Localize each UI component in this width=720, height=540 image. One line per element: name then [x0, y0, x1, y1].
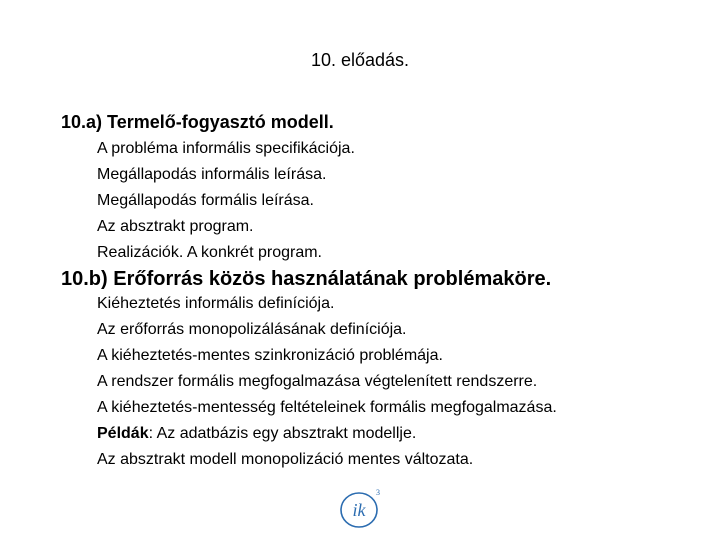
section-b-heading: 10.b) Erőforrás közös használatának problémaköre.	[61, 268, 552, 290]
list-item: A rendszer formális megfogalmazása végtelenített rendszerre.	[97, 373, 538, 390]
list-item: Megállapodás formális leírása.	[97, 192, 314, 209]
section-b-list	[97, 291, 557, 473]
list-item: Megállapodás informális leírása.	[97, 166, 327, 183]
list-item: A kiéheztetés-mentesség feltételeinek formális megfogalmazása.	[97, 399, 557, 416]
list-item: A kiéheztetés-mentes szinkronizáció problémája.	[97, 347, 443, 364]
lecture-title: 10. előadás.	[310, 50, 410, 70]
section-a-list	[97, 136, 355, 266]
examples-label: Példák	[97, 425, 149, 442]
logo-superscript: 3	[376, 488, 380, 497]
list-item: A probléma informális specifikációja.	[97, 140, 355, 157]
examples-text: : Az adatbázis egy absztrakt modellje.	[148, 425, 417, 442]
logo-text: ik	[352, 500, 366, 520]
ik-logo-icon	[338, 486, 382, 530]
list-item: Az absztrakt program.	[97, 218, 254, 235]
list-item: Az absztrakt modell monopolizáció mentes változata.	[97, 451, 474, 468]
examples-item	[97, 421, 557, 447]
list-item: Kiéheztetés informális definíciója.	[97, 295, 335, 312]
list-item: Realizációk. A konkrét program.	[97, 244, 322, 261]
list-item: Az erőforrás monopolizálásának definíciója.	[97, 321, 407, 338]
section-a-heading: 10.a) Termelő-fogyasztó modell.	[61, 112, 334, 132]
